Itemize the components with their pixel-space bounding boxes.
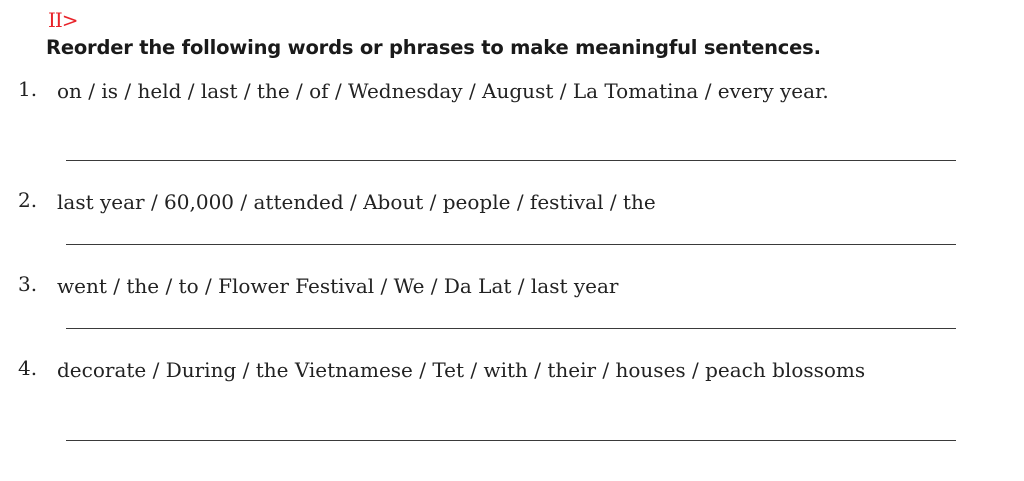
answer-line-3[interactable] <box>66 328 956 329</box>
item-number: 2. <box>18 188 38 212</box>
section-label: II> <box>48 8 78 32</box>
answer-line-1[interactable] <box>66 160 956 161</box>
item-number: 3. <box>18 272 38 296</box>
item-words: on / is / held / last / the / of / Wednesday / August / La Tomatina / every year. <box>57 79 829 103</box>
answer-line-4[interactable] <box>66 440 956 441</box>
item-number: 4. <box>18 356 38 380</box>
item-words: last year / 60,000 / attended / About / people / festival / the <box>57 190 656 214</box>
answer-line-2[interactable] <box>66 244 956 245</box>
item-words: decorate / During / the Vietnamese / Tet / with / their / houses / peach blossoms <box>57 358 866 382</box>
instruction-heading: Reorder the following words or phrases to make meaningful sentences. <box>46 36 821 59</box>
item-words: went / the / to / Flower Festival / We / Da Lat / last year <box>57 274 619 298</box>
item-number: 1. <box>18 77 38 101</box>
